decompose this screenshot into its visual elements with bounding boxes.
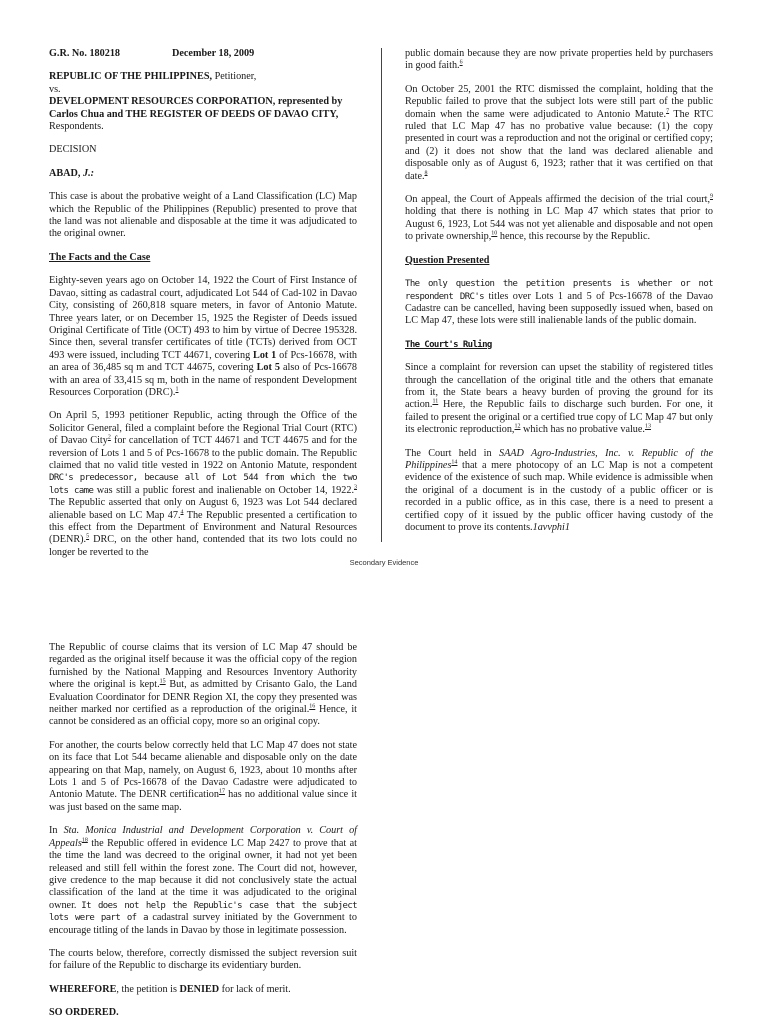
text-span: was still a public forest and inalienable on October 14, 1922. — [93, 484, 354, 496]
text-span: WHEREFORE — [49, 983, 117, 995]
case-number: G.R. No. 180218 — [49, 48, 121, 59]
text-span: On April 5, 1993 petitioner Republic, acting through the Office of the Solicitor General, filed a complaint before the Regional Trial Court (RTC) of Davao City — [49, 410, 357, 447]
text-span: The Republic asserted that only on August 6, 1923 was Lot 544 declared alienable based on LC Map 47. — [49, 497, 357, 521]
text-span: DENIED — [179, 983, 220, 995]
dispositive-paragraph — [49, 984, 357, 996]
text-span: that a mere photocopy of an LC Map is not a competent evidence of the existence of such map. While evidence is admissible when the original of a document is in the custody of a public officer or is recorded in a public office, as in this case, there is a need to present a certified copy of it issued by the public officer having custody of the document to prove its contents. — [405, 459, 713, 533]
footnote-link[interactable]: 14 — [451, 459, 458, 466]
ponente-name: ABAD, — [49, 167, 83, 179]
text-span: for cancellation of TCT 44671 and TCT 44675 and for the reversion of Lots 1 and 5 of Pcs-16678 to the public domain. The Republic claimed that no valid title vested in 1922 on Antonio Matute, respondent — [49, 435, 357, 471]
facts-paragraph-1 — [49, 275, 357, 399]
text-span: also of Pcs-16678 with an area of 33,415 sq m, both in the name of respondent Development Resources Corporation (DRC). — [49, 362, 357, 398]
right-paragraph-1 — [405, 48, 713, 73]
case-date: December 18, 2009 — [172, 48, 255, 59]
parties — [49, 71, 357, 133]
text-span: It does not help the Republic's case that the subject lots were part of a — [49, 900, 357, 924]
respondent-names: DEVELOPMENT RESOURCES CORPORATION, represented by Carlos Chua and THE REGISTER OF DEEDS OF DAVAO CITY, — [49, 96, 343, 120]
bottom-paragraph-1 — [49, 642, 357, 729]
petitioner-name: REPUBLIC OF THE PHILIPPINES, — [49, 71, 213, 83]
ponente-title: J.: — [82, 167, 95, 179]
text-span: Lot 1 — [253, 349, 277, 361]
ponente — [49, 168, 357, 180]
decision-label: DECISION — [49, 144, 97, 156]
footnote-link[interactable]: 3 — [354, 484, 357, 491]
text-span: But, as admitted by Crisanto Galo, the Land Evaluation Coordinator for DENR Region XI, the copy they presented was neither marked nor certified as a reproduction of the original. — [49, 679, 357, 716]
text-span: 1avvphi1 — [532, 522, 570, 533]
facts-paragraph-2 — [49, 410, 357, 559]
text-span: The Republic of course claims that its version of LC Map 47 should be regarded as the original itself because it was the official copy of the region furnished by the National Mapping and Resources Inventory Authority where the original is kept. — [49, 642, 357, 691]
facts-heading: The Facts and the Case — [49, 251, 151, 263]
intro-paragraph: This case is about the probative weight of a Land Classification (LC) Map which the Republic of the Philippines (Republic) presented to prove that the land was not alienable and disposable at the time it was adjudicated to the original owner. — [49, 191, 357, 240]
text-span: Hence, it cannot be considered as an official copy, more so an original copy. — [49, 704, 357, 728]
question-heading: Question Presented — [405, 254, 490, 266]
text-span: For another, the courts below correctly held that LC Map 47 does not state on its face that Lot 544 became alienable and disposable only on the date appearing on that Map, namely, on August 6, 1923, about 10 months after Lots 1 and 5 of Pcs-16678 of the Davao Cadastre were adjudicated to Antonio Matute. The DENR certification — [49, 739, 357, 801]
text-span: has no additional value since it was just based on the same map. — [49, 789, 357, 813]
text-span: The RTC ruled that LC Map 47 has no probative value because: (1) the copy presented in court was a reproduction and not the original or certified copy; and (2) it does not show that the land was declared alienable and disposable only as of August 6, 1923; rather that it was certified on that date. — [405, 108, 713, 182]
bottom-paragraph-2 — [49, 740, 357, 814]
ruling-heading: The Court's Ruling — [405, 339, 492, 350]
text-span: the Republic offered in evidence LC Map 2427 to prove that at the time the land was decreed to the original owner, it had not yet been released and still fell within the forest zone. The Court did not, however, give credence to the map because it did not conclusively state the actual classification of the land at the time it was adjudicated to the original owner. — [49, 837, 357, 911]
left-column-top — [49, 48, 357, 570]
text-span: Since a complaint for reversion can upset the stability of registered titles through the cancellation of the original title and the others that emanate from it, the State bears a heavy burden of proving the ground for its action. — [405, 362, 713, 411]
text-span: The only question the petition presents is whether or not respondent DRC's — [405, 279, 713, 302]
footnote-link[interactable]: 1 — [175, 386, 179, 393]
text-span: Lot 5 — [256, 362, 280, 374]
right-column-top — [405, 48, 713, 545]
footnote-link[interactable]: 2 — [107, 434, 111, 441]
so-ordered: SO ORDERED. — [49, 1007, 119, 1019]
footnote-link[interactable]: 16 — [309, 703, 316, 710]
text-span: holding that there is nothing in LC Map 47 which states that prior to August 6, 1923, Lot 544 was not yet alienable and disposable and not open to private ownership, — [405, 206, 713, 243]
footnote-link[interactable]: 7 — [666, 108, 670, 115]
respondent-role: Respondents. — [49, 121, 104, 133]
footnote-link[interactable]: 4 — [180, 509, 184, 516]
text-span: titles over Lots 1 and 5 of Pcs-16678 of the Davao Cadastre can be cancelled, having been supposedly issued when, based on LC Map 47, these lots were still inalienable lands of the public domain. — [405, 290, 713, 327]
text-span: The Court held in — [405, 447, 499, 459]
question-paragraph — [405, 278, 713, 328]
text-span: In — [49, 825, 64, 837]
text-span: hence, this recourse by the Republic. — [497, 231, 651, 243]
column-divider — [381, 48, 382, 542]
case-citation: SAAD Agro-Industries, Inc. v. Republic of the Philippines — [405, 447, 713, 471]
text-span: , the petition is — [116, 983, 180, 995]
footnote-link[interactable]: 6 — [459, 60, 463, 67]
ruling-paragraph-1 — [405, 362, 713, 436]
text-span: DRC's predecessor, because all of Lot 544 from which the two lots came — [49, 473, 357, 496]
footnote-link[interactable]: 10 — [491, 230, 498, 237]
bottom-paragraph-4: The courts below, therefore, correctly dismissed the subject reversion suit for failure of the Republic to discharge its evidentiary burden. — [49, 947, 357, 972]
left-column-bottom — [49, 642, 357, 1031]
text-span: cadastral survey initiated by the Government to encourage titling of the lands in Davao by those in legitimate possession. — [49, 912, 357, 936]
text-span: The Republic presented a certification to this effect from the Department of Environment and Natural Resources (DENR). — [49, 509, 357, 546]
footnote-link[interactable]: 9 — [710, 193, 713, 200]
text-span: Here, the Republic fails to discharge such burden. For one, it failed to present the original or a certified true copy of LC Map 47 but only its electronic reproduction, — [405, 399, 713, 436]
case-header — [49, 48, 357, 60]
footnote-link[interactable]: 8 — [424, 170, 428, 177]
bottom-paragraph-3 — [49, 825, 357, 937]
footnote-link[interactable]: 17 — [218, 789, 225, 796]
petitioner-role: Petitioner, — [212, 71, 257, 83]
text-span: Eighty-seven years ago on October 14, 1922 the Court of First Instance of Davao, sitting as cadastral court, adjudicated Lot 544 of Cad-102 in Davao City, consisting of 260,818 square meters, in favor of Antonio Matute. Three years later, or on December 15, 1925 the Register of Deeds issued Original Certificate of Title (OCT) 493 to him by virtue of Decree 195328. Since then, several transfer certificates of title (TCTs) derived from OCT 493 were issued, including TCT 44671, covering — [49, 275, 357, 361]
versus: vs. — [49, 83, 61, 95]
text-span: public domain because they are now private properties held by purchasers in good faith. — [405, 48, 713, 72]
text-span: DRC, on the other hand, contended that its two lots could no longer be reverted to the — [49, 534, 357, 558]
footnote-link[interactable]: 15 — [159, 678, 166, 685]
right-paragraph-3 — [405, 194, 713, 244]
text-span: On appeal, the Court of Appeals affirmed the decision of the trial court, — [405, 194, 710, 206]
footnote-link[interactable]: 12 — [514, 423, 521, 430]
footnote-link[interactable]: 11 — [432, 398, 439, 405]
text-span: which has no probative value. — [520, 424, 645, 436]
footnote-link[interactable]: 5 — [86, 534, 90, 541]
text-span: of Pcs-16678, with an area of 36,485 sq m and TCT 44675, covering — [49, 349, 357, 374]
footnote-link[interactable]: 18 — [81, 837, 88, 844]
right-paragraph-2 — [405, 84, 713, 183]
footnote-link[interactable]: 13 — [644, 423, 651, 430]
case-citation: Sta. Monica Industrial and Development Corporation v. Court of Appeals — [49, 825, 357, 849]
text-span: On October 25, 2001 the RTC dismissed the complaint, holding that the Republic failed to prove that the subject lots were still part of the public domain when the same were adjudicated to Antonio Matute. — [405, 83, 713, 120]
section-label: Secondary Evidence — [349, 558, 419, 567]
text-span: for lack of merit. — [219, 983, 291, 995]
ruling-paragraph-2 — [405, 448, 713, 535]
